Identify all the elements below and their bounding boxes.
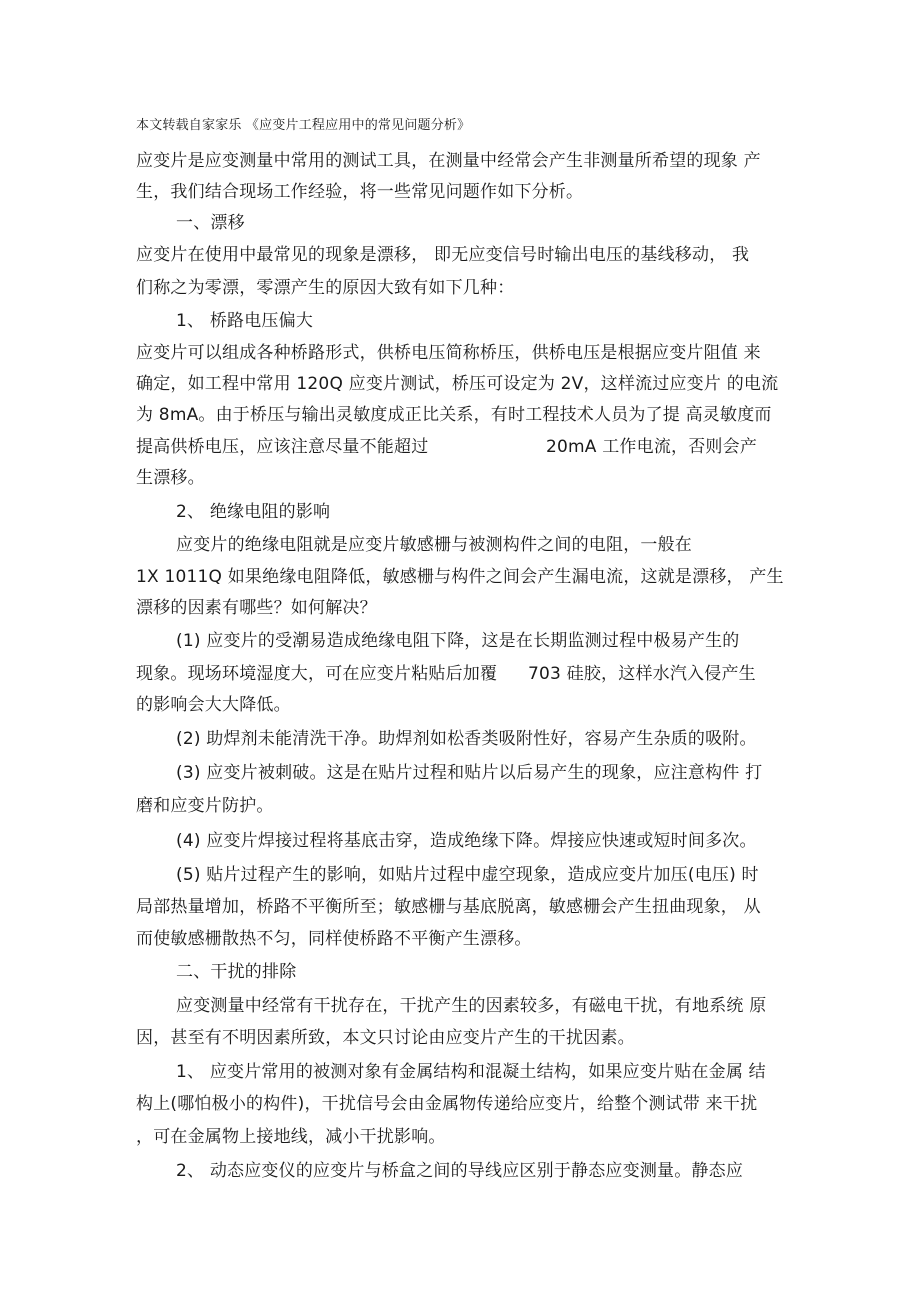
text-line: 而使敏感栅散热不匀，同样使桥路不平衡产生漂移。 <box>136 929 532 949</box>
text-line: 生漂移。 <box>136 468 205 488</box>
text-line: 为 8mA。由于桥压与输出灵敏度成正比关系，有时工程技术人员为了提 高灵敏度而 <box>136 405 772 425</box>
text-line: 因，甚至有不明因素所致，本文只讨论由应变片产生的干扰因素。 <box>136 1028 635 1048</box>
text-line: 生，我们结合现场工作经验，将一些常见问题作如下分析。 <box>136 182 584 202</box>
text-line: 构上(哪怕极小的构件)，干扰信号会由金属物传递给应变片，给整个测试带 来干扰 <box>136 1094 758 1114</box>
list-item: (2) 助焊剂未能清洗干净。助焊剂如松香类吸附性好，容易产生杂质的吸附。 <box>176 729 757 749</box>
text-line: ，可在金属物上接地线，减小干扰影响。 <box>136 1127 446 1147</box>
text-line: 现象。现场环境湿度大，可在应变片粘贴后加覆 <box>136 664 498 684</box>
text-line: 703 硅胶，这样水汽入侵产生 <box>528 664 756 684</box>
section-heading: 二、干扰的排除 <box>176 962 297 982</box>
text-line: 磨和应变片防护。 <box>136 796 274 816</box>
subsection-heading: 2、 绝缘电阻的影响 <box>176 502 331 522</box>
text-line: 应变片可以组成各种桥路形式，供桥电压简称桥压，供桥电压是根据应变片阻值 来 <box>136 343 761 363</box>
text-line: 应变片在使用中最常见的现象是漂移， 即无应变信号时输出电压的基线移动， 我 <box>136 245 750 265</box>
text-line: 应变片是应变测量中常用的测试工具，在测量中经常会产生非测量所希望的现象 产 <box>136 151 761 171</box>
list-item: (4) 应变片焊接过程将基底击穿，造成绝缘下降。焊接应快速或短时间多次。 <box>176 831 757 851</box>
text-line: 提高供桥电压，应该注意尽量不能超过 <box>136 437 429 457</box>
list-item: 2、 动态应变仪的应变片与桥盒之间的导线应区别于静态应变测量。静态应 <box>176 1161 744 1181</box>
subsection-heading: 1、 桥路电压偏大 <box>176 311 314 331</box>
source-attribution: 本文转载自家家乐 《应变片工程应用中的常见问题分析》 <box>136 118 471 133</box>
section-heading: 一、漂移 <box>176 213 245 233</box>
text-line: 20mA 工作电流，否则会产 <box>546 437 758 457</box>
text-line: 1X 1011Q 如果绝缘电阻降低，敏感栅与构件之间会产生漏电流，这就是漂移， 产生 <box>136 567 784 587</box>
list-item: (3) 应变片被刺破。这是在贴片过程和贴片以后易产生的现象，应注意构件 打 <box>176 763 763 783</box>
text-line: 局部热量增加，桥路不平衡所至；敏感栅与基底脱离，敏感栅会产生扭曲现象， 从 <box>136 897 761 917</box>
list-item: (1) 应变片的受潮易造成绝缘电阻下降，这是在长期监测过程中极易产生的 <box>176 631 740 651</box>
text-line: 的影响会大大降低。 <box>136 695 291 715</box>
text-line: 们称之为零漂，零漂产生的原因大致有如下几种： <box>136 278 515 298</box>
list-item: (5) 贴片过程产生的影响，如贴片过程中虚空现象，造成应变片加压(电压) 时 <box>176 865 759 885</box>
text-line: 应变测量中经常有干扰存在，干扰产生的因素较多，有磁电干扰，有地系统 原 <box>176 996 767 1016</box>
list-item: 1、 应变片常用的被测对象有金属结构和混凝土结构，如果应变片贴在金属 结 <box>176 1062 766 1082</box>
text-line: 应变片的绝缘电阻就是应变片敏感栅与被测构件之间的电阻，一般在 <box>176 535 692 555</box>
text-line: 漂移的因素有哪些？如何解决？ <box>136 598 377 618</box>
text-line: 确定，如工程中常用 120Q 应变片测试，桥压可设定为 2V，这样流过应变片 的电流 <box>136 374 779 394</box>
